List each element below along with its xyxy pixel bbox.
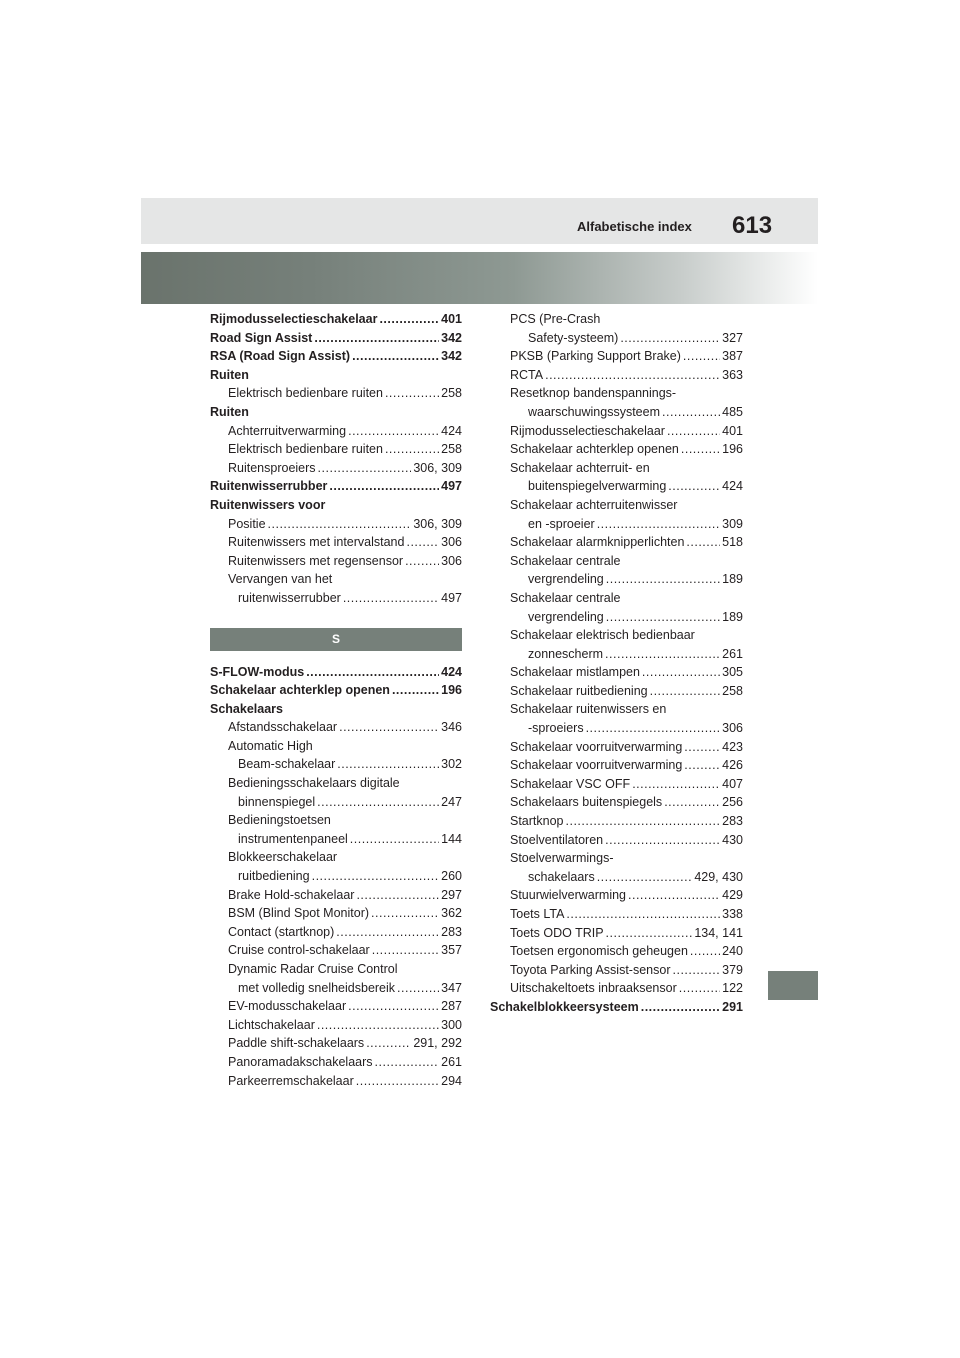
index-entry-page[interactable]: 283 [441, 924, 462, 939]
index-entry-page[interactable]: 306, 309 [413, 460, 462, 475]
index-entry-label: Uitschakeltoets inbraaksensor [510, 981, 677, 996]
index-entry [210, 477, 462, 496]
dot-leader [379, 310, 439, 329]
index-entry-page[interactable]: 261 [441, 1054, 462, 1069]
index-entry [210, 997, 462, 1016]
index-entry [210, 904, 462, 923]
dot-leader [673, 961, 721, 980]
index-entry [510, 682, 743, 701]
index-entry-label: Schakelaar ruitbediening [510, 683, 648, 698]
dot-leader [343, 589, 439, 608]
index-entry-label: RCTA [510, 367, 544, 382]
header-band [141, 198, 818, 244]
dot-leader [620, 329, 720, 348]
dot-leader [348, 997, 439, 1016]
index-entry [510, 645, 743, 664]
letter-heading-s: S [210, 628, 462, 651]
dot-leader [690, 942, 720, 961]
index-entry [510, 459, 743, 478]
dot-leader [348, 422, 439, 441]
index-entry-page[interactable]: 294 [441, 1073, 462, 1088]
index-entry [210, 1053, 462, 1072]
chapter-thumb-tab [768, 971, 818, 1000]
dot-leader [664, 793, 720, 812]
index-entry [210, 570, 462, 589]
index-entry-label: buitenspiegelverwarming [528, 479, 667, 494]
dot-leader [318, 459, 412, 478]
index-entry-label: BSM (Blind Spot Monitor) [228, 906, 370, 921]
index-entry-page[interactable]: 423 [722, 739, 743, 754]
index-entry-label: Ruitenwissers voor [210, 497, 326, 512]
index-entry-label: Achterruitverwarming [228, 423, 347, 438]
index-entry-label: Brake Hold-schakelaar [228, 887, 355, 902]
dot-leader [352, 347, 439, 366]
index-entry-label: Cruise control-schakelaar [228, 943, 370, 958]
index-entry-label: PCS (Pre-Crash [510, 312, 601, 326]
index-entry-page[interactable]: 300 [441, 1017, 462, 1032]
index-entry [510, 831, 743, 850]
index-entry-label: vergrendeling [528, 572, 604, 587]
index-entry-page[interactable]: 424 [722, 479, 743, 494]
dot-leader [605, 831, 720, 850]
index-entry [510, 589, 743, 608]
dot-leader [628, 886, 720, 905]
index-entry-label: Beam-schakelaar [238, 757, 336, 772]
index-entry-label: Schakelaar achterruit- en [510, 460, 650, 475]
index-entry-label: RSA (Road Sign Assist) [210, 349, 351, 364]
index-entry-page[interactable]: 144 [441, 831, 462, 846]
index-entry [210, 700, 462, 719]
index-entry-label: Elektrisch bedienbare ruiten [228, 442, 383, 457]
dot-leader [392, 681, 439, 700]
index-entry-label: Paddle shift-schakelaars [228, 1036, 365, 1051]
dot-leader [397, 979, 439, 998]
index-entry-label: Ruiten [210, 367, 249, 382]
dot-leader [597, 515, 720, 534]
index-entry-label: S-FLOW-modus [210, 664, 305, 679]
index-entry [510, 496, 743, 515]
dot-leader [686, 533, 720, 552]
dot-leader [684, 756, 720, 775]
index-entry [510, 347, 743, 366]
dot-leader [641, 998, 720, 1017]
index-entry-page[interactable]: 306 [722, 721, 743, 736]
index-entry-label: Bedieningsschakelaars digitale [228, 776, 400, 791]
index-entry [490, 998, 743, 1017]
index-entry [210, 384, 462, 403]
index-column-right [490, 310, 743, 1017]
dot-leader [606, 608, 720, 627]
index-entry-label: ruitbediening [238, 869, 310, 884]
dot-leader [606, 570, 720, 589]
index-entry-label: schakelaars [528, 869, 595, 884]
index-entry [510, 756, 743, 775]
index-entry-page[interactable]: 306 [441, 535, 462, 550]
index-entry [210, 515, 462, 534]
index-entry-page[interactable]: 240 [722, 944, 743, 959]
index-entry [210, 366, 462, 385]
index-entry-page[interactable]: 189 [722, 609, 743, 624]
index-entry-page[interactable]: 497 [441, 479, 462, 494]
dot-leader [337, 755, 439, 774]
decorative-gradient-band [141, 252, 818, 304]
index-entry [510, 942, 743, 961]
index-entry-label: Schakelaar voorruitverwarming [510, 739, 683, 754]
index-entry-label: Panoramadakschakelaars [228, 1054, 373, 1069]
index-entry-label: Afstandsschakelaar [228, 720, 338, 735]
index-entry-page[interactable]: 363 [722, 367, 743, 382]
index-entry-page[interactable]: 401 [722, 423, 743, 438]
index-entry-page[interactable]: 258 [722, 683, 743, 698]
index-entry-label: Toets LTA [510, 907, 565, 921]
index-entry [510, 793, 743, 812]
dot-leader [366, 1034, 411, 1053]
index-entry [210, 737, 462, 756]
index-entry [210, 848, 462, 867]
dot-leader [317, 793, 439, 812]
index-entry-label: Safety-systeem) [528, 330, 619, 345]
index-entry-label: Schakelaar achterruitenwisser [510, 497, 678, 512]
index-entry-label: zonnescherm [528, 646, 604, 661]
index-entry [210, 663, 462, 682]
index-entry-page[interactable]: 430 [722, 832, 743, 847]
index-entry-label: Ruitenwissers met regensensor [228, 553, 404, 568]
index-entry [510, 440, 743, 459]
index-entry-page[interactable]: 426 [722, 758, 743, 773]
index-entry-page[interactable]: 306 [441, 553, 462, 568]
dot-leader [566, 905, 720, 924]
index-entry-page[interactable]: 283 [722, 814, 743, 829]
index-entry [210, 1016, 462, 1035]
dot-leader [371, 904, 439, 923]
index-entry-page[interactable]: 357 [441, 943, 462, 958]
index-entry-page[interactable]: 342 [441, 330, 462, 345]
index-entry-label: Schakelaar achterklep openen [210, 683, 390, 698]
index-entry [210, 440, 462, 459]
index-entry-label: Schakelaar VSC OFF [510, 776, 631, 791]
index-entry-page[interactable]: 424 [441, 664, 462, 679]
index-entry-page[interactable]: 189 [722, 572, 743, 587]
index-entry-label: Startknop [510, 814, 564, 829]
dot-leader [329, 477, 439, 496]
index-entry [210, 496, 462, 515]
dot-leader [314, 329, 439, 348]
index-entry-page[interactable]: 258 [441, 386, 462, 401]
index-entry [210, 941, 462, 960]
index-entry-page[interactable]: 291 [722, 999, 743, 1014]
index-entry-label: Automatic High [228, 738, 313, 753]
dot-leader [350, 830, 439, 849]
index-entry-page[interactable]: 196 [722, 442, 743, 457]
index-entry-label: Schakelaar centrale [510, 590, 621, 605]
index-entry-label: Lichtschakelaar [228, 1017, 315, 1032]
index-entry [510, 812, 743, 831]
index-entry-label: Rijmodusselectieschakelaar [510, 423, 665, 438]
index-entry-page[interactable]: 287 [441, 999, 462, 1014]
dot-leader [306, 663, 439, 682]
index-list-continued [490, 310, 743, 1017]
index-entry [510, 329, 743, 348]
index-entry-page[interactable]: 247 [441, 794, 462, 809]
index-entry-page[interactable]: 362 [441, 906, 462, 921]
index-entry [210, 755, 462, 774]
index-entry [510, 886, 743, 905]
dot-leader [385, 384, 439, 403]
dot-leader [356, 886, 439, 905]
dot-leader [650, 682, 721, 701]
section-title: Alfabetische index [577, 219, 692, 234]
index-entry-label: Parkeerremschakelaar [228, 1073, 354, 1088]
index-entry [210, 886, 462, 905]
dot-leader [684, 738, 720, 757]
dot-leader [586, 719, 721, 738]
index-entry [210, 718, 462, 737]
index-entry-page[interactable]: 309 [722, 516, 743, 531]
index-entry [210, 533, 462, 552]
index-entry [210, 459, 462, 478]
dot-leader [681, 440, 720, 459]
index-entry [510, 384, 743, 403]
index-entry-label: Positie [228, 516, 266, 531]
index-entry [510, 626, 743, 645]
index-entry-label: Schakelaars [210, 701, 283, 716]
index-entry-page[interactable]: 347 [441, 980, 462, 995]
dot-leader [632, 775, 720, 794]
dot-leader [317, 1016, 439, 1035]
index-entry-page[interactable]: 291, 292 [413, 1036, 462, 1051]
index-entry-label: waarschuwingssysteem [528, 404, 660, 419]
index-entry [210, 681, 462, 700]
index-entry [510, 849, 743, 868]
index-entry [210, 310, 462, 329]
index-entry-label: met volledig snelheidsbereik [238, 980, 396, 995]
index-entry-label: Schakelaar centrale [510, 553, 621, 568]
dot-leader [642, 663, 720, 682]
index-entry-label: Ruitenwissers met intervalstand [228, 535, 405, 550]
index-entry [510, 961, 743, 980]
dot-leader [406, 533, 439, 552]
index-entry-label: Bedieningstoetsen [228, 813, 331, 828]
dot-leader [312, 867, 440, 886]
index-entry [210, 422, 462, 441]
index-entry-page[interactable]: 306, 309 [413, 516, 462, 531]
index-entry-label: Schakelaar achterklep openen [510, 442, 679, 457]
index-entry [210, 811, 462, 830]
dot-leader [336, 923, 439, 942]
index-entry [510, 552, 743, 571]
index-entry-label: Ruitensproeiers [228, 460, 316, 475]
index-entry-label: Toyota Parking Assist-sensor [510, 962, 671, 977]
index-entry [210, 830, 462, 849]
index-entry [210, 774, 462, 793]
index-entry-label: Schakelaar alarmknipperlichten [510, 535, 685, 550]
index-entry [510, 608, 743, 627]
index-entry [510, 570, 743, 589]
index-entry-label: Elektrisch bedienbare ruiten [228, 386, 383, 401]
index-entry [210, 347, 462, 366]
index-entry-page[interactable]: 379 [722, 962, 743, 977]
index-entry-page[interactable]: 134, 141 [694, 925, 743, 940]
dot-leader [668, 477, 720, 496]
dot-leader [545, 366, 720, 385]
index-entry-page[interactable]: 429, 430 [694, 869, 743, 884]
index-entry [510, 738, 743, 757]
index-entry-page[interactable]: 258 [441, 442, 462, 457]
index-entry-label: Schakelaar voorruitverwarming [510, 758, 683, 773]
index-entry-label: EV-modusschakelaar [228, 999, 347, 1014]
index-entry-page[interactable]: 260 [441, 869, 462, 884]
index-entry-label: Toets ODO TRIP [510, 925, 604, 940]
index-entry [210, 867, 462, 886]
index-entry-label: Schakelaar elektrisch bedienbaar [510, 628, 695, 643]
index-entry-label: Ruiten [210, 404, 249, 419]
dot-leader [606, 924, 693, 943]
index-entry [510, 515, 743, 534]
index-entry [510, 868, 743, 887]
index-entry [210, 552, 462, 571]
index-entry-page[interactable]: 302 [441, 757, 462, 772]
index-entry [210, 1072, 462, 1091]
index-entry [510, 422, 743, 441]
index-entry-label: Dynamic Radar Cruise Control [228, 962, 398, 976]
index-entry [510, 700, 743, 719]
index-entry-page[interactable]: 338 [722, 907, 743, 921]
index-entry-label: Rijmodusselectieschakelaar [210, 312, 378, 326]
index-entry [510, 905, 743, 924]
page-number: 613 [732, 212, 773, 239]
index-entry-page[interactable]: 485 [722, 404, 743, 419]
index-entry [210, 960, 462, 979]
dot-leader [339, 718, 439, 737]
dot-leader [405, 552, 439, 571]
index-entry [210, 979, 462, 998]
index-entry-label: PKSB (Parking Support Brake) [510, 349, 681, 364]
index-entry [210, 793, 462, 812]
index-list-s [210, 663, 462, 1091]
index-entry-label: Stuurwielverwarming [510, 888, 627, 903]
dot-leader [356, 1072, 439, 1091]
dot-leader [566, 812, 721, 831]
index-entry-page[interactable]: 327 [722, 330, 743, 345]
index-entry-page[interactable]: 261 [722, 646, 743, 661]
dot-leader [385, 440, 439, 459]
dot-leader [683, 347, 720, 366]
index-entry [510, 663, 743, 682]
index-entry-label: Schakelaars buitenspiegels [510, 795, 663, 810]
index-entry-page[interactable]: 518 [722, 535, 743, 550]
index-entry-label: Schakelaar mistlampen [510, 665, 640, 680]
index-entry-page[interactable]: 346 [441, 720, 462, 735]
index-entry-label: Schakelaar ruitenwissers en [510, 702, 667, 717]
index-entry [510, 533, 743, 552]
index-entry [210, 589, 462, 608]
index-entry [210, 329, 462, 348]
index-entry-label: instrumentenpaneel [238, 831, 348, 846]
index-entry-label: vergrendeling [528, 609, 604, 624]
index-entry-label: Toetsen ergonomisch geheugen [510, 944, 688, 959]
index-entry-label: Stoelverwarmings- [510, 851, 614, 866]
index-entry-page[interactable]: 122 [722, 981, 743, 996]
index-entry-label: Road Sign Assist [210, 330, 313, 345]
index-entry-label: binnenspiegel [238, 794, 316, 809]
index-entry-label: Blokkeerschakelaar [228, 850, 338, 865]
index-entry [510, 366, 743, 385]
index-entry-page[interactable]: 305 [722, 665, 743, 680]
index-entry-label: ruitenwisserrubber [238, 590, 341, 605]
index-entry [510, 719, 743, 738]
index-entry [510, 979, 743, 998]
dot-leader [679, 979, 720, 998]
index-list-r [210, 310, 462, 608]
index-entry [510, 924, 743, 943]
index-entry-page[interactable]: 429 [722, 888, 743, 903]
index-entry-page[interactable]: 342 [441, 349, 462, 364]
index-entry-label: Vervangen van het [228, 572, 333, 587]
index-entry-page[interactable]: 387 [722, 349, 743, 364]
index-entry-label: Schakelblokkeersysteem [490, 999, 639, 1014]
index-entry-page[interactable]: 196 [441, 683, 462, 698]
index-entry [210, 403, 462, 422]
index-entry-page[interactable]: 407 [722, 776, 743, 791]
index-entry-label: en -sproeier [528, 516, 595, 531]
index-entry-label: -sproeiers [528, 721, 584, 736]
index-entry-label: Ruitenwisserrubber [210, 479, 328, 494]
index-entry-page[interactable]: 497 [441, 590, 462, 605]
index-entry-label: Resetknop bandenspannings- [510, 386, 677, 401]
dot-leader [667, 422, 720, 441]
index-entry-page[interactable]: 297 [441, 887, 462, 902]
index-entry [510, 775, 743, 794]
dot-leader [605, 645, 720, 664]
index-entry [210, 923, 462, 942]
index-entry-page[interactable]: 401 [441, 312, 462, 326]
index-entry-label: Contact (startknop) [228, 924, 335, 939]
dot-leader [372, 941, 439, 960]
index-entry [510, 403, 743, 422]
index-entry-page[interactable]: 256 [722, 795, 743, 810]
dot-leader [662, 403, 720, 422]
index-column-left [210, 310, 462, 1090]
index-entry [510, 477, 743, 496]
dot-leader [375, 1053, 440, 1072]
index-entry-page[interactable]: 424 [441, 423, 462, 438]
index-entry-label: Stoelventilatoren [510, 832, 604, 847]
index-entry [510, 310, 743, 329]
index-entry [210, 1034, 462, 1053]
dot-leader [597, 868, 693, 887]
dot-leader [268, 515, 412, 534]
